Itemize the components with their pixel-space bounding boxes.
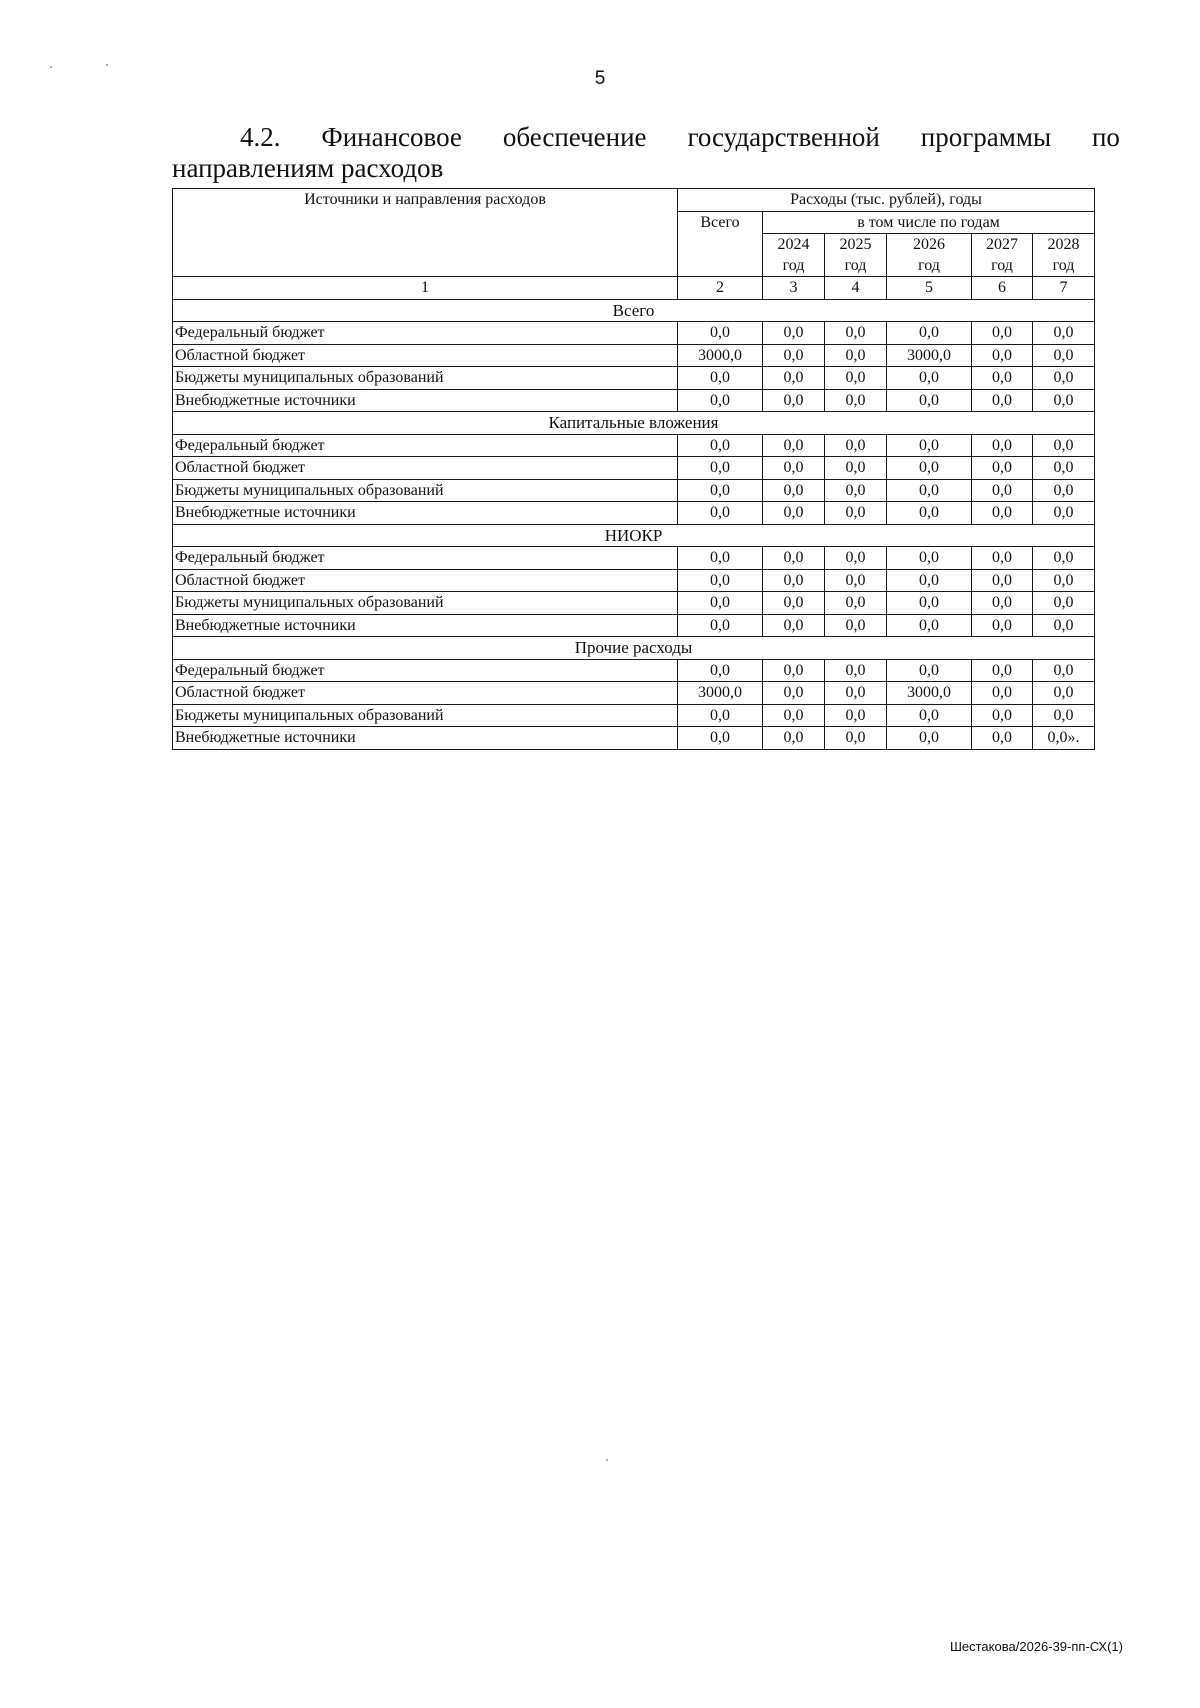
- row-value: 0,0: [763, 727, 825, 750]
- row-value: 0,0: [1033, 344, 1095, 367]
- row-value: 0,0: [763, 682, 825, 705]
- header-year-unit: год: [844, 257, 867, 274]
- column-number: 4: [825, 277, 887, 300]
- row-value: 0,0: [1033, 569, 1095, 592]
- table-row: [173, 659, 1095, 682]
- row-value: 0,0: [1033, 614, 1095, 637]
- row-value: 0,0: [678, 547, 763, 570]
- header-year-2027: [972, 234, 1033, 277]
- header-year-value: 2026: [913, 236, 945, 253]
- row-value: 0,0: [825, 727, 887, 750]
- row-value: 0,0: [887, 457, 972, 480]
- row-value: 0,0: [678, 727, 763, 750]
- row-value: 0,0: [825, 434, 887, 457]
- section-title: Прочие расходы: [173, 637, 1095, 660]
- row-value: 0,0: [825, 592, 887, 615]
- row-value: 0,0: [1033, 592, 1095, 615]
- row-value: 0,0: [972, 502, 1033, 525]
- row-value: 0,0: [763, 502, 825, 525]
- heading-line-2: направлениям расходов: [172, 153, 444, 183]
- row-value: 0,0: [887, 727, 972, 750]
- row-value: 0,0».: [1033, 727, 1095, 750]
- header-year-unit: год: [991, 257, 1013, 274]
- heading-word: государственной: [687, 122, 880, 152]
- section-row: [173, 299, 1095, 322]
- row-value: 0,0: [972, 727, 1033, 750]
- header-year-value: 2024: [777, 236, 810, 253]
- row-value: 0,0: [887, 367, 972, 390]
- row-value: 0,0: [825, 682, 887, 705]
- table-row: [173, 322, 1095, 345]
- table-row: [173, 457, 1095, 480]
- header-year-2028: [1033, 234, 1095, 277]
- row-source-name: Областной бюджет: [173, 457, 678, 480]
- scan-speck: [106, 64, 108, 66]
- header-year-value: 2027: [986, 236, 1018, 253]
- section-title: НИОКР: [173, 524, 1095, 547]
- row-source-name: Внебюджетные источники: [173, 727, 678, 750]
- header-year-unit: год: [782, 257, 805, 274]
- row-value: 0,0: [825, 704, 887, 727]
- document-code: Шестакова/2026-39-пп-СХ(1): [949, 1639, 1123, 1654]
- row-value: 0,0: [825, 502, 887, 525]
- row-value: 0,0: [825, 569, 887, 592]
- header-year-unit: год: [1052, 257, 1075, 274]
- row-value: 0,0: [825, 322, 887, 345]
- row-value: 0,0: [825, 547, 887, 570]
- row-value: 0,0: [825, 389, 887, 412]
- row-value: 0,0: [887, 547, 972, 570]
- column-number: 2: [678, 277, 763, 300]
- row-value: 0,0: [763, 479, 825, 502]
- row-value: 0,0: [763, 569, 825, 592]
- row-source-name: Бюджеты муниципальных образований: [173, 367, 678, 390]
- row-value: 0,0: [972, 592, 1033, 615]
- row-value: 0,0: [763, 659, 825, 682]
- column-number: 1: [173, 277, 678, 300]
- row-value: 0,0: [1033, 547, 1095, 570]
- row-value: 0,0: [825, 367, 887, 390]
- column-number: 5: [887, 277, 972, 300]
- heading-word: обеспечение: [502, 122, 647, 152]
- row-value: 0,0: [972, 457, 1033, 480]
- row-value: 0,0: [1033, 389, 1095, 412]
- row-value: 0,0: [972, 682, 1033, 705]
- row-value: 0,0: [1033, 434, 1095, 457]
- row-value: 0,0: [887, 479, 972, 502]
- table-row: [173, 547, 1095, 570]
- row-value: 0,0: [825, 659, 887, 682]
- row-value: 0,0: [763, 704, 825, 727]
- row-value: 0,0: [972, 434, 1033, 457]
- table-row: [173, 502, 1095, 525]
- row-value: 0,0: [678, 659, 763, 682]
- row-value: 0,0: [763, 322, 825, 345]
- row-value: 0,0: [972, 344, 1033, 367]
- header-year-value: 2028: [1047, 236, 1080, 253]
- row-value: 0,0: [887, 659, 972, 682]
- scan-speck: [606, 1459, 608, 1461]
- row-value: 0,0: [887, 322, 972, 345]
- row-value: 0,0: [972, 322, 1033, 345]
- section-row: [173, 637, 1095, 660]
- header-expenses: Расходы (тыс. рублей), годы: [678, 189, 1095, 212]
- row-value: 3000,0: [678, 344, 763, 367]
- row-value: 0,0: [972, 569, 1033, 592]
- row-value: 0,0: [887, 592, 972, 615]
- row-value: 0,0: [972, 367, 1033, 390]
- row-value: 0,0: [678, 389, 763, 412]
- table-row: [173, 727, 1095, 750]
- row-value: 0,0: [678, 434, 763, 457]
- row-value: 0,0: [1033, 479, 1095, 502]
- row-value: 0,0: [678, 457, 763, 480]
- row-source-name: Внебюджетные источники: [173, 502, 678, 525]
- scan-speck: [50, 66, 52, 68]
- heading-word: программы: [920, 122, 1052, 152]
- row-value: 0,0: [825, 614, 887, 637]
- table-row: [173, 614, 1095, 637]
- row-value: 3000,0: [887, 682, 972, 705]
- row-value: 0,0: [678, 502, 763, 525]
- header-year-value: 2025: [839, 236, 872, 253]
- header-year-unit: год: [918, 257, 940, 274]
- header-sources: Источники и направления расходов: [173, 189, 678, 277]
- row-source-name: Федеральный бюджет: [173, 322, 678, 345]
- row-source-name: Внебюджетные источники: [173, 389, 678, 412]
- row-value: 0,0: [972, 547, 1033, 570]
- row-source-name: Федеральный бюджет: [173, 659, 678, 682]
- heading-line-1: [172, 122, 1120, 153]
- row-value: 0,0: [763, 344, 825, 367]
- row-source-name: Бюджеты муниципальных образований: [173, 479, 678, 502]
- row-value: 0,0: [825, 344, 887, 367]
- table-row: [173, 434, 1095, 457]
- section-heading: [172, 122, 1120, 184]
- row-value: 0,0: [887, 434, 972, 457]
- heading-word: по: [1091, 122, 1120, 152]
- row-source-name: Областной бюджет: [173, 344, 678, 367]
- row-source-name: Бюджеты муниципальных образований: [173, 592, 678, 615]
- row-value: 0,0: [1033, 682, 1095, 705]
- table-row: [173, 389, 1095, 412]
- row-value: 0,0: [1033, 457, 1095, 480]
- table-row: [173, 569, 1095, 592]
- header-total: Всего: [678, 211, 763, 277]
- row-value: 0,0: [972, 614, 1033, 637]
- row-value: 0,0: [763, 457, 825, 480]
- row-value: 0,0: [678, 614, 763, 637]
- row-value: 0,0: [763, 592, 825, 615]
- row-value: 0,0: [763, 547, 825, 570]
- row-value: 0,0: [972, 659, 1033, 682]
- header-by-years: в том числе по годам: [763, 211, 1095, 234]
- row-value: 0,0: [763, 614, 825, 637]
- row-value: 0,0: [678, 479, 763, 502]
- row-source-name: Бюджеты муниципальных образований: [173, 704, 678, 727]
- row-value: 0,0: [1033, 659, 1095, 682]
- row-source-name: Федеральный бюджет: [173, 434, 678, 457]
- row-value: 0,0: [887, 614, 972, 637]
- row-value: 0,0: [887, 389, 972, 412]
- header-year-2025: [825, 234, 887, 277]
- heading-word: 4.2.: [240, 122, 281, 152]
- section-row: [173, 412, 1095, 435]
- row-value: 0,0: [678, 322, 763, 345]
- row-value: 0,0: [1033, 367, 1095, 390]
- row-value: 0,0: [887, 569, 972, 592]
- column-number: 3: [763, 277, 825, 300]
- finance-table: [172, 188, 1095, 750]
- row-value: 0,0: [972, 479, 1033, 502]
- row-value: 0,0: [763, 367, 825, 390]
- row-value: 0,0: [972, 704, 1033, 727]
- header-year-2026: [887, 234, 972, 277]
- row-value: 0,0: [763, 389, 825, 412]
- row-source-name: Федеральный бюджет: [173, 547, 678, 570]
- row-value: 0,0: [825, 479, 887, 502]
- row-source-name: Областной бюджет: [173, 569, 678, 592]
- table-row: [173, 592, 1095, 615]
- column-number: 7: [1033, 277, 1095, 300]
- table-row: [173, 704, 1095, 727]
- header-year-2024: [763, 234, 825, 277]
- row-value: 0,0: [678, 704, 763, 727]
- column-number: 6: [972, 277, 1033, 300]
- table-row: [173, 367, 1095, 390]
- row-source-name: Областной бюджет: [173, 682, 678, 705]
- heading-word: Финансовое: [321, 122, 462, 152]
- page-number: 5: [594, 68, 606, 89]
- table-row: [173, 682, 1095, 705]
- row-value: 0,0: [825, 457, 887, 480]
- row-value: 0,0: [678, 592, 763, 615]
- row-value: 0,0: [678, 569, 763, 592]
- section-row: [173, 524, 1095, 547]
- row-source-name: Внебюджетные источники: [173, 614, 678, 637]
- row-value: 3000,0: [678, 682, 763, 705]
- row-value: 0,0: [1033, 322, 1095, 345]
- row-value: 0,0: [763, 434, 825, 457]
- section-title: Всего: [173, 299, 1095, 322]
- row-value: 0,0: [972, 389, 1033, 412]
- row-value: 0,0: [887, 502, 972, 525]
- table-row: [173, 344, 1095, 367]
- row-value: 0,0: [1033, 704, 1095, 727]
- row-value: 0,0: [887, 704, 972, 727]
- row-value: 0,0: [1033, 502, 1095, 525]
- section-title: Капитальные вложения: [173, 412, 1095, 435]
- row-value: 0,0: [678, 367, 763, 390]
- row-value: 3000,0: [887, 344, 972, 367]
- table-row: [173, 479, 1095, 502]
